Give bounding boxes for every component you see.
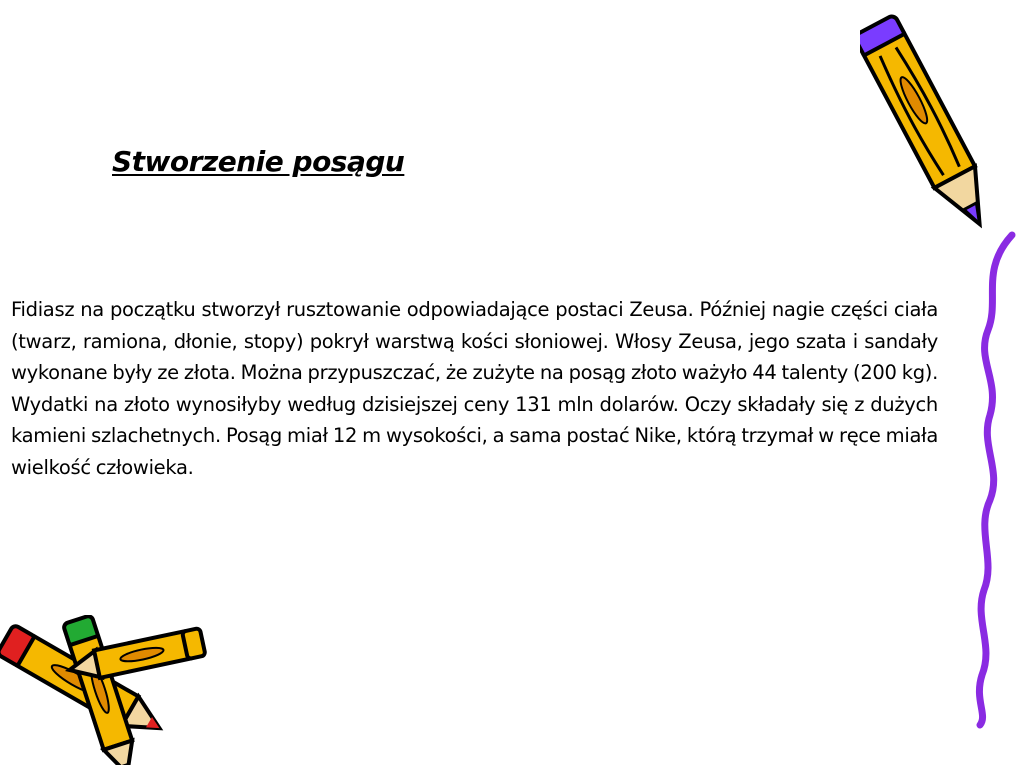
crossed-pencils-clipart-icon	[0, 615, 210, 765]
slide-body-text: Fidiasz na początku stworzył rusztowanie odpowiadające postaci Zeusa. Później nagie części ciała (twarz, ramiona, dłonie, stopy) pokrył warstwą kości słoniowej. Włosy Zeusa, jego szata i sandały wykonane były ze złota. Można przypuszczać, że zużyte na posąg złoto ważyło 44 talenty (200 kg). Wydatki na złoto wynosiłyby według dzisiejszej ceny 131 mln dolarów. Oczy składały się z dużych kamieni szlachetnych. Posąg miał 12 m wysokości, a sama postać Nike, którą trzymał w ręce miała wielkość człowieka.	[11, 298, 938, 479]
squiggle-line-icon	[960, 230, 1024, 730]
slide-title: Stworzenie posągu	[112, 145, 405, 178]
pencil-clipart-icon	[860, 0, 1000, 245]
